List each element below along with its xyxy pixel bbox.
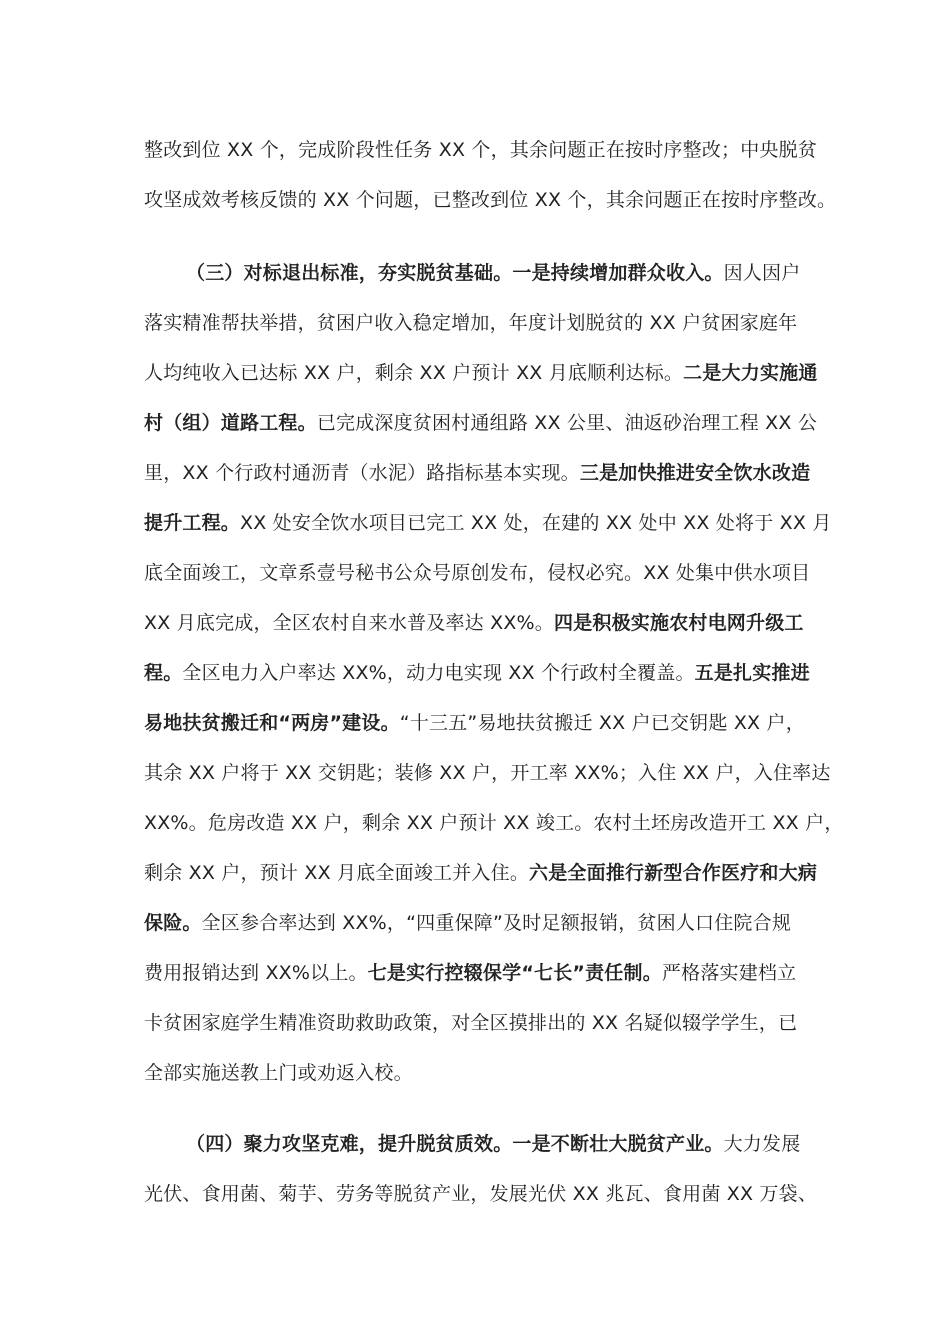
text-run: 光伏、食用菌、菊芋、劳务等脱贫产业，发展光伏 XX 兆瓦、食用菌 XX 万袋、 [144,1183,818,1205]
text-line [144,1010,816,1036]
text-line [144,510,832,536]
text-run-bold: 二是大力实施通 [683,362,818,384]
text-run-bold: 提升工程。 [144,512,241,534]
text-line [144,310,816,336]
text-line [144,137,816,163]
text-run: 其余 XX 户将于 XX 交钥匙；装修 XX 户，开工率 XX%；入住 XX 户，入住率达 [144,762,831,784]
text-run: 因人因户 [723,262,801,284]
text-run: 底全面竣工，文章系壹号秘书公众号原创发布，侵权必究。XX 处集中供水项目 [144,562,811,584]
text-run: 里，XX 个行政村通沥青（水泥）路指标基本实现。 [144,462,580,484]
text-run-bold: 五是扎实推进 [694,662,810,684]
text-run: 已完成深度贫困村通组路 XX 公里、油返砂治理工程 XX 公 [316,412,818,434]
text-run-bold: 程。 [144,662,183,684]
text-run-bold: 六是全面推行新型合作医疗和大病 [529,862,818,884]
text-run-bold: 三是加快推进安全饮水改造 [579,462,811,484]
text-run: XX 月底完成，全区农村自来水普及率达 XX%。 [144,612,554,634]
text-run-bold: 保险。 [144,912,202,934]
text-run: XX 处安全饮水项目已完工 XX 处，在建的 XX 处中 XX 处将于 XX 月 [240,512,832,534]
text-line [144,710,816,736]
text-run: 全区电力入户率达 XX%，动力电实现 XX 个行政村全覆盖。 [182,662,695,684]
text-run-bold: （三）对标退出标准，夯实脱贫基础。一是持续增加群众收入。 [186,262,724,284]
text-line [144,410,816,436]
text-line [144,960,816,986]
text-line [144,910,816,936]
text-line [144,1060,816,1086]
text-run: 费用报销达到 XX%以上。 [144,962,368,984]
text-line [144,187,837,213]
text-run: 落实精准帮扶举措，贫困户收入稳定增加，年度计划脱贫的 XX 户贫困家庭年 [144,312,798,334]
section-heading-line [186,260,816,286]
text-run-bold: 村（组）道路工程。 [144,412,317,434]
text-run-bold: 七是实行控辍保学“七长”责任制。 [367,962,662,984]
text-line [144,660,816,686]
text-run: “十三五”易地扶贫搬迁 XX 户已交钥匙 XX 户， [399,712,805,734]
text-run: 大力发展 [723,1133,801,1155]
text-line [144,1181,816,1207]
text-line [144,610,816,636]
text-run: 全部实施送教上门或劝返入校。 [144,1062,413,1084]
text-run-bold: 易地扶贫搬迁和“两房”建设。 [144,712,400,734]
section-heading-line [186,1131,816,1157]
text-run: 攻坚成效考核反馈的 XX 个问题，已整改到位 XX 个，其余问题正在按时序整改。 [144,189,837,211]
text-run: 卡贫困家庭学生精准资助救助政策，对全区摸排出的 XX 名疑似辍学学生，已 [144,1012,798,1034]
text-run: 剩余 XX 户，预计 XX 月底全面竣工并入住。 [144,862,530,884]
text-run-bold: 四是积极实施农村电网升级工 [554,612,804,634]
text-line [144,460,816,486]
text-run: 严格落实建档立 [661,962,797,984]
text-run: XX%。危房改造 XX 户，剩余 XX 户预计 XX 竣工。农村土坯房改造开工 XX 户， [144,812,844,834]
text-run-bold: （四）聚力攻坚克难，提升脱贫质效。一是不断壮大脱贫产业。 [186,1133,724,1155]
text-line [144,560,816,586]
text-run: 人均纯收入已达标 XX 户，剩余 XX 户预计 XX 月底顺利达标。 [144,362,684,384]
text-line [144,860,816,886]
text-line [144,760,831,786]
text-run: 整改到位 XX 个，完成阶段性任务 XX 个，其余问题正在按时序整改；中央脱贫 [144,139,818,161]
text-line [144,810,844,836]
text-run: 全区参合率达到 XX%，“四重保障”及时足额报销，贫困人口住院合规 [201,912,792,934]
text-line [144,360,816,386]
